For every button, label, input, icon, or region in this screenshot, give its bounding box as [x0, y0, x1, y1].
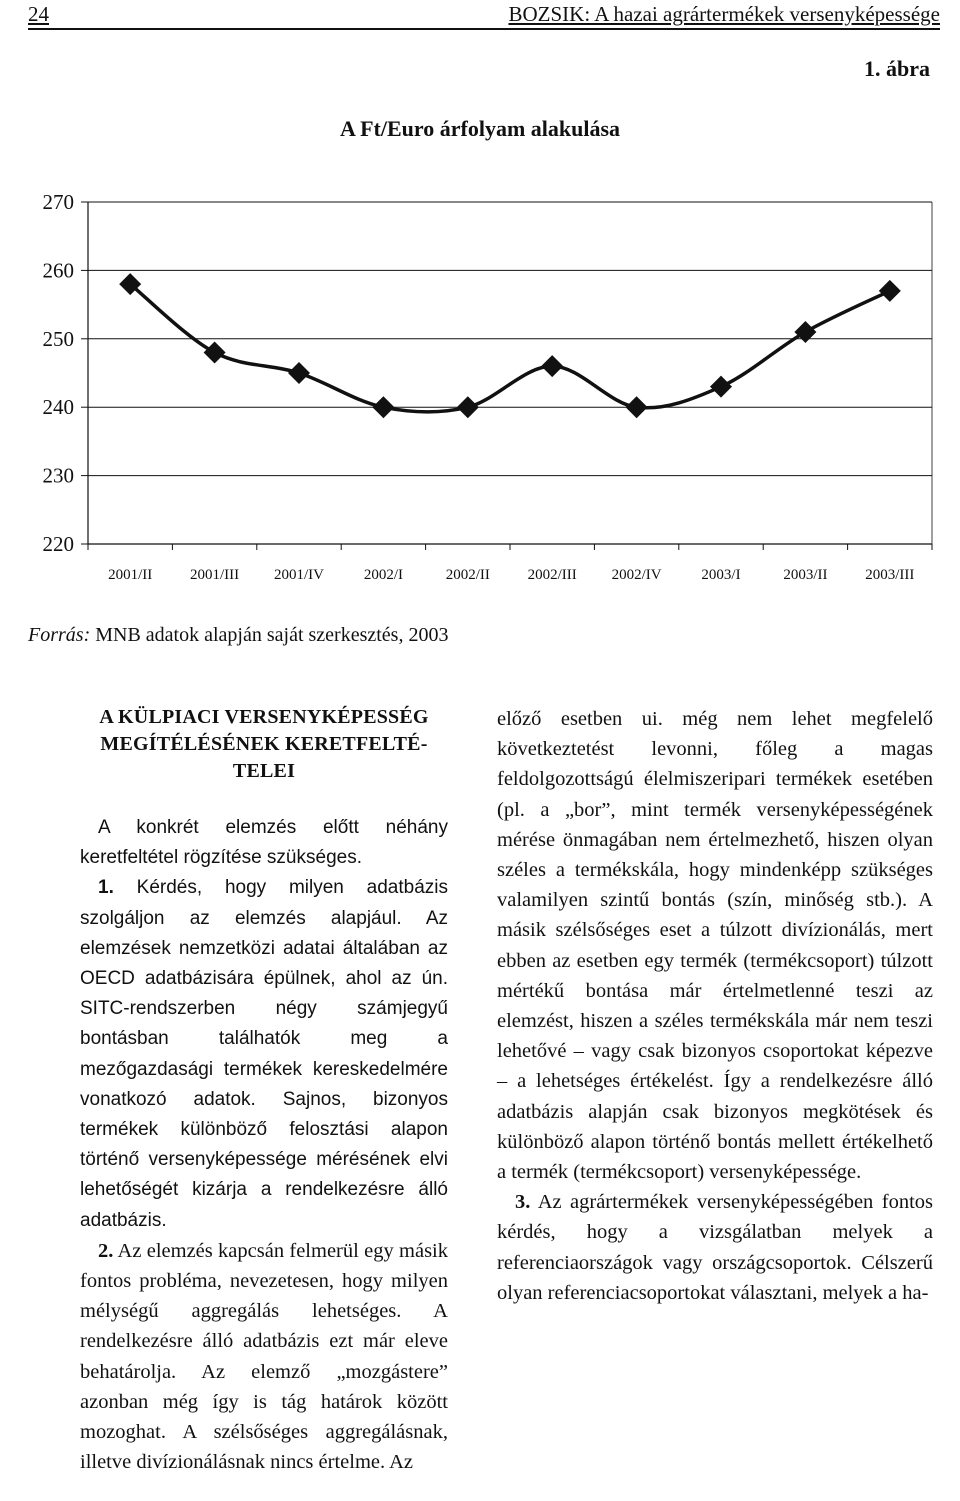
running-title: BOZSIK: A hazai agrártermékek versenyképessége [508, 2, 940, 26]
y-tick-label: 220 [42, 532, 74, 556]
paragraph-3 [497, 1187, 933, 1308]
paragraph-2 [80, 1236, 448, 1478]
paragraph-2-continued: előző esetben ui. még nem lehet megfelelő következtetést levonni, főleg a magas feldolgozottságú élelmiszeripari termékek esetében (pl. a „bor”, mint termék versenyképességének mérése önmagában nem értelmezhető, hiszen olyan széles a termékskála, hogy mindenképp szükséges valamilyen szintű bontás (szín, minőség stb.). A másik szélsőséges eset a túlzott divízionálás, mert ebben az esetben egy termék (termékcsoport) túlzott mértékű bontása már értelmetlenné teszi az elemzést, hiszen a széles termékskála már nem teszi lehetővé – vagy csak bizonyos csoportokat képezve – a lehetséges értékelést. Így a rendelkezésre álló adatbázis alapján csak bizonyos megkötések és különböző alapon történő bontás mellett értékelhető a termék (termékcsoport) versenyképessége. [497, 708, 933, 1184]
paragraph-3-text: Az agrártermékek versenyképességében fontos kérdés, hogy a vizsgálatban melyek a referenciaországok vagy országcsoportok. Célszerű olyan referenciacsoportokat választani, melyek a ha- [497, 1191, 933, 1304]
page-number: 24 [28, 2, 49, 26]
x-tick-label: 2002/IV [611, 567, 662, 583]
heading-line-3: TELEI [232, 760, 296, 782]
running-header [28, 2, 940, 30]
paragraph-2-text: Az elemzés kapcsán felmerül egy másik fontos probléma, nevezetesen, hogy milyen mélységű aggregálás lehetséges. A rendelkezésre álló adatbázis ezt már eleve behatárolja. Az elemző „mozgástere” azonban még így is tág határok között mozoghat. A szélsőséges aggregálásnak, illetve divízionálásnak nincs értelme. Az [80, 1239, 448, 1474]
x-tick-label: 2003/III [865, 567, 915, 583]
data-point-marker [204, 341, 226, 363]
paragraph-1-rest: Az elemzések nemzetközi adatai általában az OECD adatbázisára épülnek, ahol az ún. SITC-rendszerben négy számjegyű bontásban találhatók meg a mezőgazdasági termékek kereskedelmére vonatkozó adatok. Sajnos, bizonyos termékek különböző felosztási alapon történő versenyképessége mérésének elvi lehetőségét kizárja a rendelkezésre álló adatbázis. [80, 907, 448, 1231]
paragraph-intro: A konkrét elemzés előtt néhány keretfeltétel rögzítése szükséges. [80, 817, 448, 869]
x-tick-label: 2003/II [783, 567, 828, 583]
figure-title: A Ft/Euro árfolyam alakulása [339, 116, 621, 141]
y-tick-label: 230 [42, 463, 74, 488]
paragraph-1-number: 1. [98, 877, 114, 899]
y-tick-label: 250 [42, 326, 74, 351]
article-column-right [497, 704, 933, 1308]
data-point-marker [710, 376, 732, 398]
y-tick-label: 240 [42, 395, 74, 420]
figure-number: 1. ábra [864, 56, 930, 81]
x-tick-label: 2001/IV [274, 567, 324, 583]
article-column-left [80, 704, 448, 1477]
data-point-marker [794, 321, 816, 343]
data-point-marker [457, 396, 479, 418]
x-tick-label: 2002/II [445, 567, 490, 583]
data-point-marker [541, 355, 563, 377]
data-point-marker [879, 280, 901, 302]
x-tick-label: 2003/I [701, 567, 741, 583]
x-tick-label: 2001/III [190, 567, 240, 583]
x-tick-label: 2002/III [527, 567, 577, 583]
paragraph-1-start [80, 873, 448, 1235]
heading-line-2: MEGÍTÉLÉSÉNEK KERETFELTÉ- [100, 733, 428, 755]
series-line [130, 284, 890, 412]
data-point-marker [372, 396, 394, 418]
paragraph-2-number: 2. [98, 1239, 114, 1262]
y-tick-label: 260 [42, 258, 74, 283]
figure-source [28, 624, 448, 647]
data-point-marker [626, 396, 648, 418]
data-point-marker [288, 362, 310, 384]
paragraph-1-lead: Kérdés, hogy milyen adatbázis szolgáljon az elemzés alapjául. [80, 877, 448, 929]
x-tick-label: 2002/I [363, 567, 403, 583]
source-text: MNB adatok alapján saját szerkesztés, 2003 [90, 624, 449, 646]
section-heading [80, 704, 448, 785]
y-tick-label: 270 [42, 190, 74, 214]
heading-line-1: A KÜLPIACI VERSENYKÉPESSÉG [99, 706, 429, 728]
exchange-rate-chart [0, 170, 960, 590]
x-tick-label: 2001/II [108, 567, 153, 583]
source-label: Forrás: [28, 624, 91, 646]
paragraph-3-number: 3. [515, 1191, 531, 1214]
